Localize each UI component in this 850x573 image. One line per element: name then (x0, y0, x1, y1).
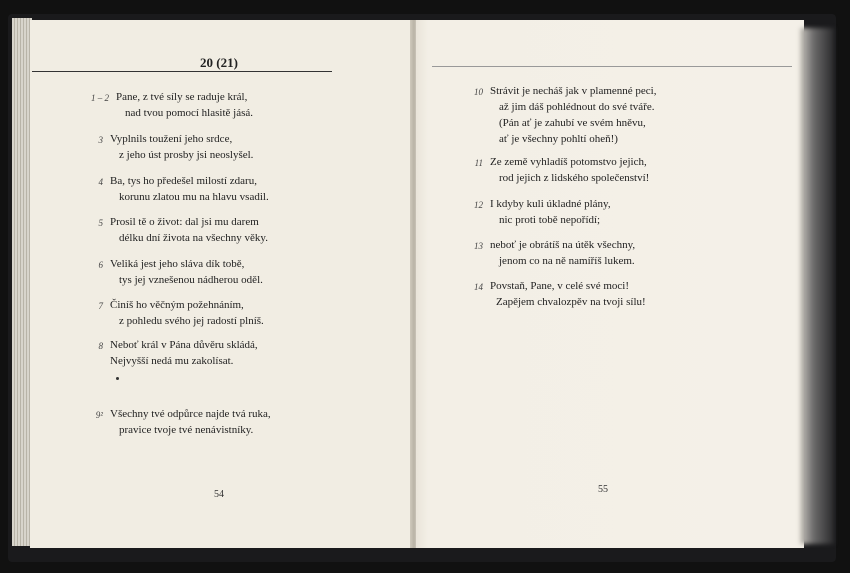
verse-line: Nejvyšší nedá mu zakolísat. (110, 355, 234, 367)
verse-4 (98, 173, 269, 205)
verse-12 (474, 196, 611, 228)
verse-line: tys jej vznešenou nádherou oděl. (119, 274, 263, 286)
verse-number: 13 (474, 241, 483, 251)
verse-7 (98, 297, 264, 329)
verse-number: 1 – 2 (91, 93, 109, 103)
verse-line: Všechny tvé odpůrce najde tvá ruka, (110, 408, 271, 420)
header-rule (32, 71, 332, 72)
header-rule-right (432, 66, 792, 67)
verse-line: Ze země vyhladíš potomstvo jejich, (490, 156, 647, 168)
verse-line: Veliká jest jeho sláva dík tobě, (110, 258, 245, 270)
verse-line: Pane, z tvé síly se raduje král, (116, 91, 248, 103)
verse-14 (474, 278, 646, 310)
verse-line: až jim dáš pohlédnout do své tváře. (499, 101, 655, 113)
verse-line: Vyplnils toužení jeho srdce, (110, 133, 233, 145)
verse-line: Ba, tys ho předešel milostí zdaru, (110, 175, 257, 187)
verse-1-2 (91, 89, 253, 121)
verse-number: 9² (95, 410, 103, 420)
verse-6 (98, 256, 263, 288)
verse-10 (474, 83, 657, 147)
verse-line: Činíš ho věčným požehnáním, (110, 299, 244, 311)
verse-line: korunu zlatou mu na hlavu vsadil. (119, 191, 269, 203)
verse-5 (98, 214, 268, 246)
verse-line: neboť je obrátíš na útěk všechny, (490, 239, 636, 251)
verse-3 (98, 131, 254, 163)
page-edges (12, 18, 32, 546)
verse-11 (474, 154, 650, 186)
verse-number: 12 (474, 200, 483, 210)
verse-number: 4 (98, 177, 103, 187)
verse-line: délku dní života na všechny věky. (119, 232, 268, 244)
verse-line: I kdyby kuli úkladné plány, (490, 198, 611, 210)
verse-line: z pohledu svého jej radostí plníš. (119, 315, 264, 327)
verse-line: Neboť král v Pána důvěru skládá, (110, 339, 258, 351)
verse-line: (Pán ať je zahubí ve svém hněvu, (499, 117, 646, 129)
verse-13 (474, 237, 636, 269)
verse-line: rod jejich z lidského společenství! (499, 172, 650, 184)
verse-line: Zapějem chvalozpěv na tvoji sílu! (496, 296, 646, 308)
verse-number: 3 (98, 135, 103, 145)
verse-line: jenom co na ně namíříš lukem. (499, 255, 635, 267)
verse-8 (98, 337, 258, 369)
verse-line: pravice tvoje tvé nenávistníky. (119, 424, 254, 436)
verse-number: 10 (474, 87, 483, 97)
verse-line: z jeho úst prosby jsi neoslyšel. (119, 149, 254, 161)
verse-number: 7 (98, 301, 103, 311)
verse-9 (95, 406, 271, 438)
psalm-title: 20 (21) (200, 55, 238, 70)
verse-line: nad tvou pomocí hlasitě jásá. (125, 107, 253, 119)
verse-line: ať je všechny pohltí oheň!) (499, 133, 618, 145)
verse-number: 5 (98, 218, 103, 228)
verse-line: nic proti tobě nepořídí; (499, 214, 601, 226)
page-number-right: 55 (598, 484, 608, 495)
page-number-left: 54 (214, 489, 224, 500)
verse-line: Povstaň, Pane, v celé své moci! (490, 280, 629, 292)
verse-number: 6 (98, 260, 103, 270)
verse-number: 14 (474, 282, 483, 292)
verse-line: Strávit je necháš jak v plamenné peci, (490, 85, 657, 97)
right-edge-shadow (800, 28, 834, 544)
verse-line: Prosil tě o život: dal jsi mu darem (110, 216, 259, 228)
section-mark (116, 377, 119, 380)
verse-number: 8 (98, 341, 103, 351)
verse-number: 11 (474, 158, 483, 168)
